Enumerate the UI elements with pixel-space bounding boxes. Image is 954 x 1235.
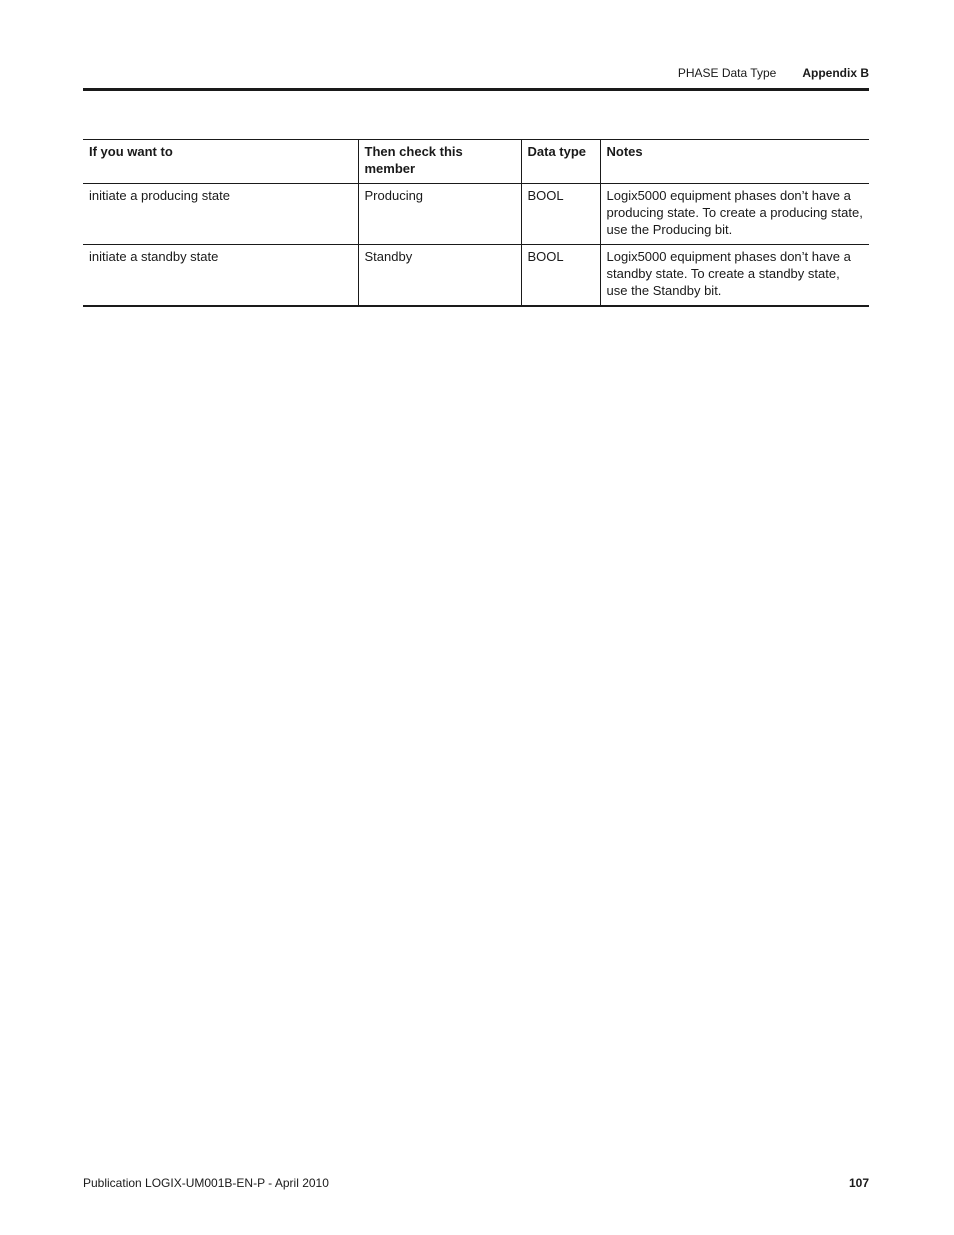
- column-header-member: Then check this member: [358, 140, 521, 184]
- table-cell-member: Standby: [358, 245, 521, 307]
- table-row: [83, 245, 869, 307]
- running-header: [678, 66, 869, 80]
- header-rule: [83, 88, 869, 91]
- column-header-data-type: Data type: [521, 140, 600, 184]
- table-cell-member: Producing: [358, 184, 521, 245]
- column-header-if-you-want-to: If you want to: [89, 144, 173, 159]
- table-cell-action: initiate a standby state: [89, 249, 219, 264]
- table-cell-notes: Logix5000 equipment phases don’t have a standby state. To create a standby state, use the Standby bit.: [600, 245, 869, 307]
- header-section-title: PHASE Data Type: [677, 66, 777, 80]
- table-row: [83, 184, 869, 245]
- header-appendix-label: Appendix B: [802, 66, 869, 80]
- footer-page-number: 107: [848, 1176, 869, 1190]
- footer-publication: Publication LOGIX-UM001B-EN-P - April 2010: [83, 1176, 329, 1190]
- table-cell-data-type: BOOL: [521, 245, 600, 307]
- table-cell-notes: Logix5000 equipment phases don’t have a producing state. To create a producing state, use the Producing bit.: [600, 184, 869, 245]
- member-table: [83, 139, 869, 307]
- table-cell-action: initiate a producing state: [89, 188, 230, 203]
- table-cell-data-type: BOOL: [521, 184, 600, 245]
- table-header-row: [83, 140, 869, 184]
- column-header-notes: Notes: [600, 140, 869, 184]
